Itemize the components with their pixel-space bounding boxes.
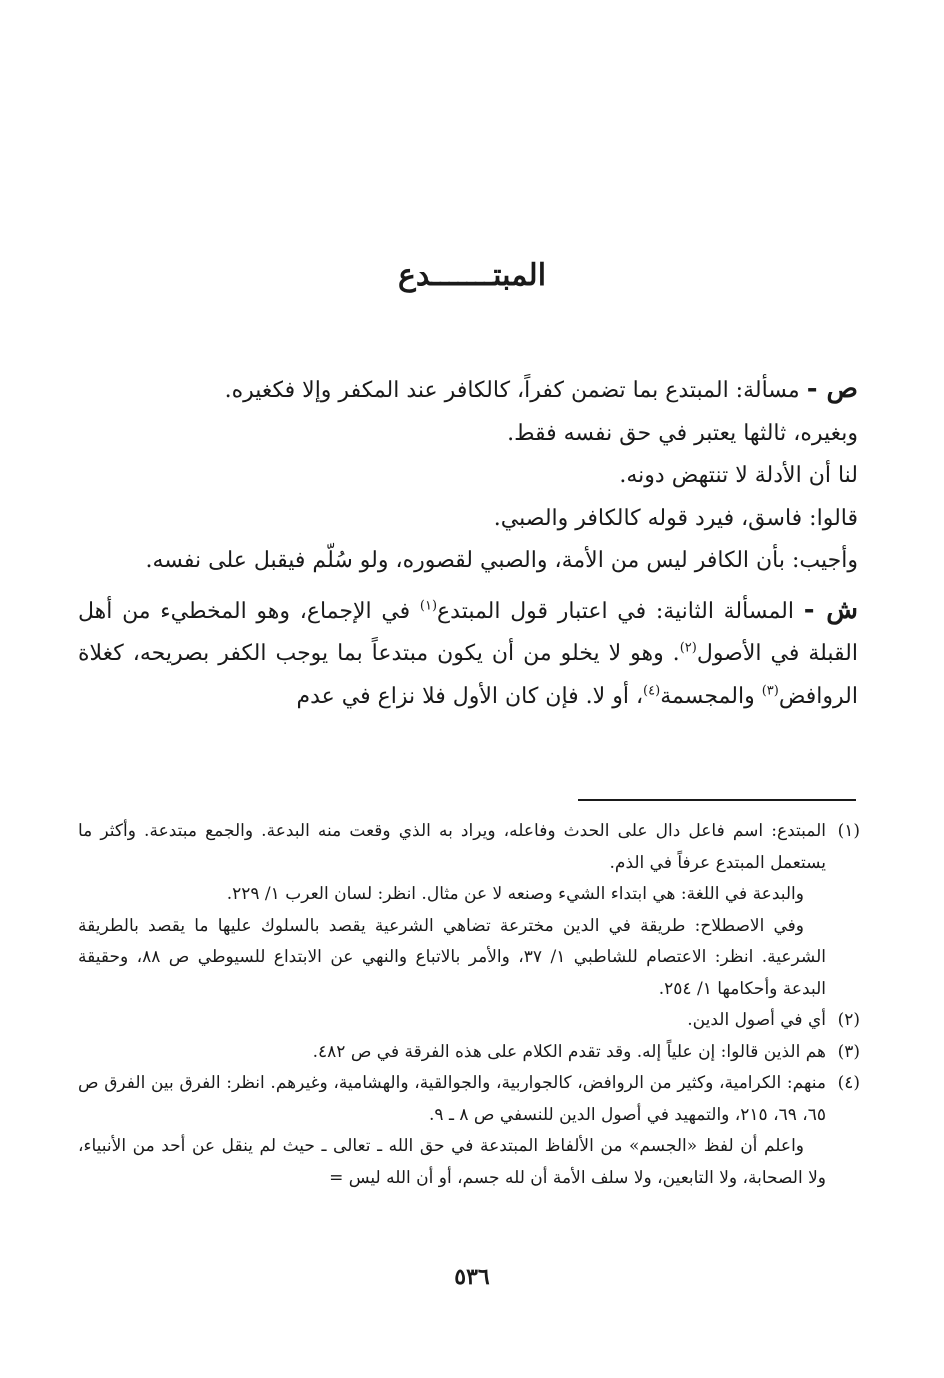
footnote-number: (١) [837,821,860,841]
shin-paragraph [78,589,858,719]
footnote-ref-1: (١) [419,598,438,614]
shin-text-e: ، أو لا. فإن كان الأول فلا نزاع في عدم [296,683,644,709]
sad-line-3: لنا أن الأدلة لا تنتهض دونه. [619,463,858,488]
sad-line-5: وأجيب: بأن الكافر ليس من الأمة، والصبي لقصوره، ولو سُلّم فيقبل على نفسه. [145,548,858,573]
footnote-3 [78,1037,860,1069]
shin-text-d: والمجسمة [660,683,755,709]
footnote-body [78,816,826,1005]
sad-line-4: قالوا: فاسق، فيرد قوله كالكافر والصبي. [493,505,858,531]
chapter-title: المبتـــــــدع [397,258,547,293]
footnote-body [78,1068,826,1194]
footnote-1 [78,816,860,1005]
shin-text-b: في الإجماع، وهو المخطيء من أهل القبلة في الأصول [78,598,858,666]
footnote-ref-2: (٢) [679,640,697,656]
footnote-2 [78,1005,860,1037]
footnote-body [78,1037,826,1069]
footnote-paragraph: هم الذين قالوا: إن علياً إله. وقد تقدم الكلام على هذه الفرقة في ص ٤٨٢. [312,1041,826,1062]
footnote-separator [578,799,856,801]
footnote-number: (٣) [837,1041,860,1062]
footnotes [78,816,860,1194]
page-number: ٥٣٦ [454,1264,490,1290]
footnote-body [78,1005,826,1037]
footnote-ref-3: (٣) [761,683,779,699]
footnote-paragraph: وفي الاصطلاح: طريقة في الدين مخترعة تضاهي الشرعية يقصد بالسلوك عليها ما يقصد بالطريقة الشرعية. انظر: الاعتصام للشاطبي ١/ ٣٧، والأمر بالاتباع والنهي عن الابتداع للسيوطي ص ٨٨، وحقيقة البدعة وأحكامها ١/ ٢٥٤. [78,915,826,999]
shin-marker: ش - [803,594,858,625]
footnote-paragraph: منهم: الكرامية، وكثير من الروافض، كالجواربية، والجوالقية، والهشامية، وغيرهم. انظر: الفرق بين الفرق ص ٦٥، ٦٩، ٢١٥، والتمهيد في أصول الدين للنسفي ص ٨ ـ ٩. [78,1073,826,1125]
sad-text-1: مسألة: المبتدع بما تضمن كفراً، كالكافر عند المكفر وإلا فكغيره. [224,378,800,403]
shin-text-c: . وهو لا يخلو من أن يكون مبتدعاً بما يوجب الكفر بصريحه، كغلاة الروافض [78,641,858,709]
sad-marker: ص - [806,374,858,404]
main-text [78,368,858,718]
footnote-ref-4: (٤) [643,683,661,699]
shin-text-a: المسألة الثانية: في اعتبار قول المبتدع [437,598,794,624]
footnote-number: (٢) [837,1010,860,1030]
sad-line-2: وبغيره، ثالثها يعتبر في حق نفسه فقط. [507,420,858,446]
footnote-paragraph: والبدعة في اللغة: هي ابتداء الشيء وصنعه لا عن مثال. انظر: لسان العرب ١/ ٢٢٩. [226,884,804,904]
sad-line-1 [78,368,858,413]
footnote-paragraph: أي في أصول الدين. [687,1010,826,1030]
footnote-4 [78,1068,860,1194]
footnote-number: (٤) [837,1073,860,1093]
footnote-paragraph: واعلم أن لفظ «الجسم» من الألفاظ المبتدعة في حق الله ـ تعالى ـ حيث لم ينقل عن أحد من الأنبياء، ولا الصحابة، ولا التابعين، ولا سلف الأمة أن لله جسم، أو أن الله ليس = [78,1136,826,1188]
footnote-paragraph: المبتدع: اسم فاعل دال على الحدث وفاعله، ويراد به الذي وقعت منه البدعة. والجمع مبتدعة. وأكثر ما يستعمل المبتدع عرفاً في الذم. [78,821,826,873]
